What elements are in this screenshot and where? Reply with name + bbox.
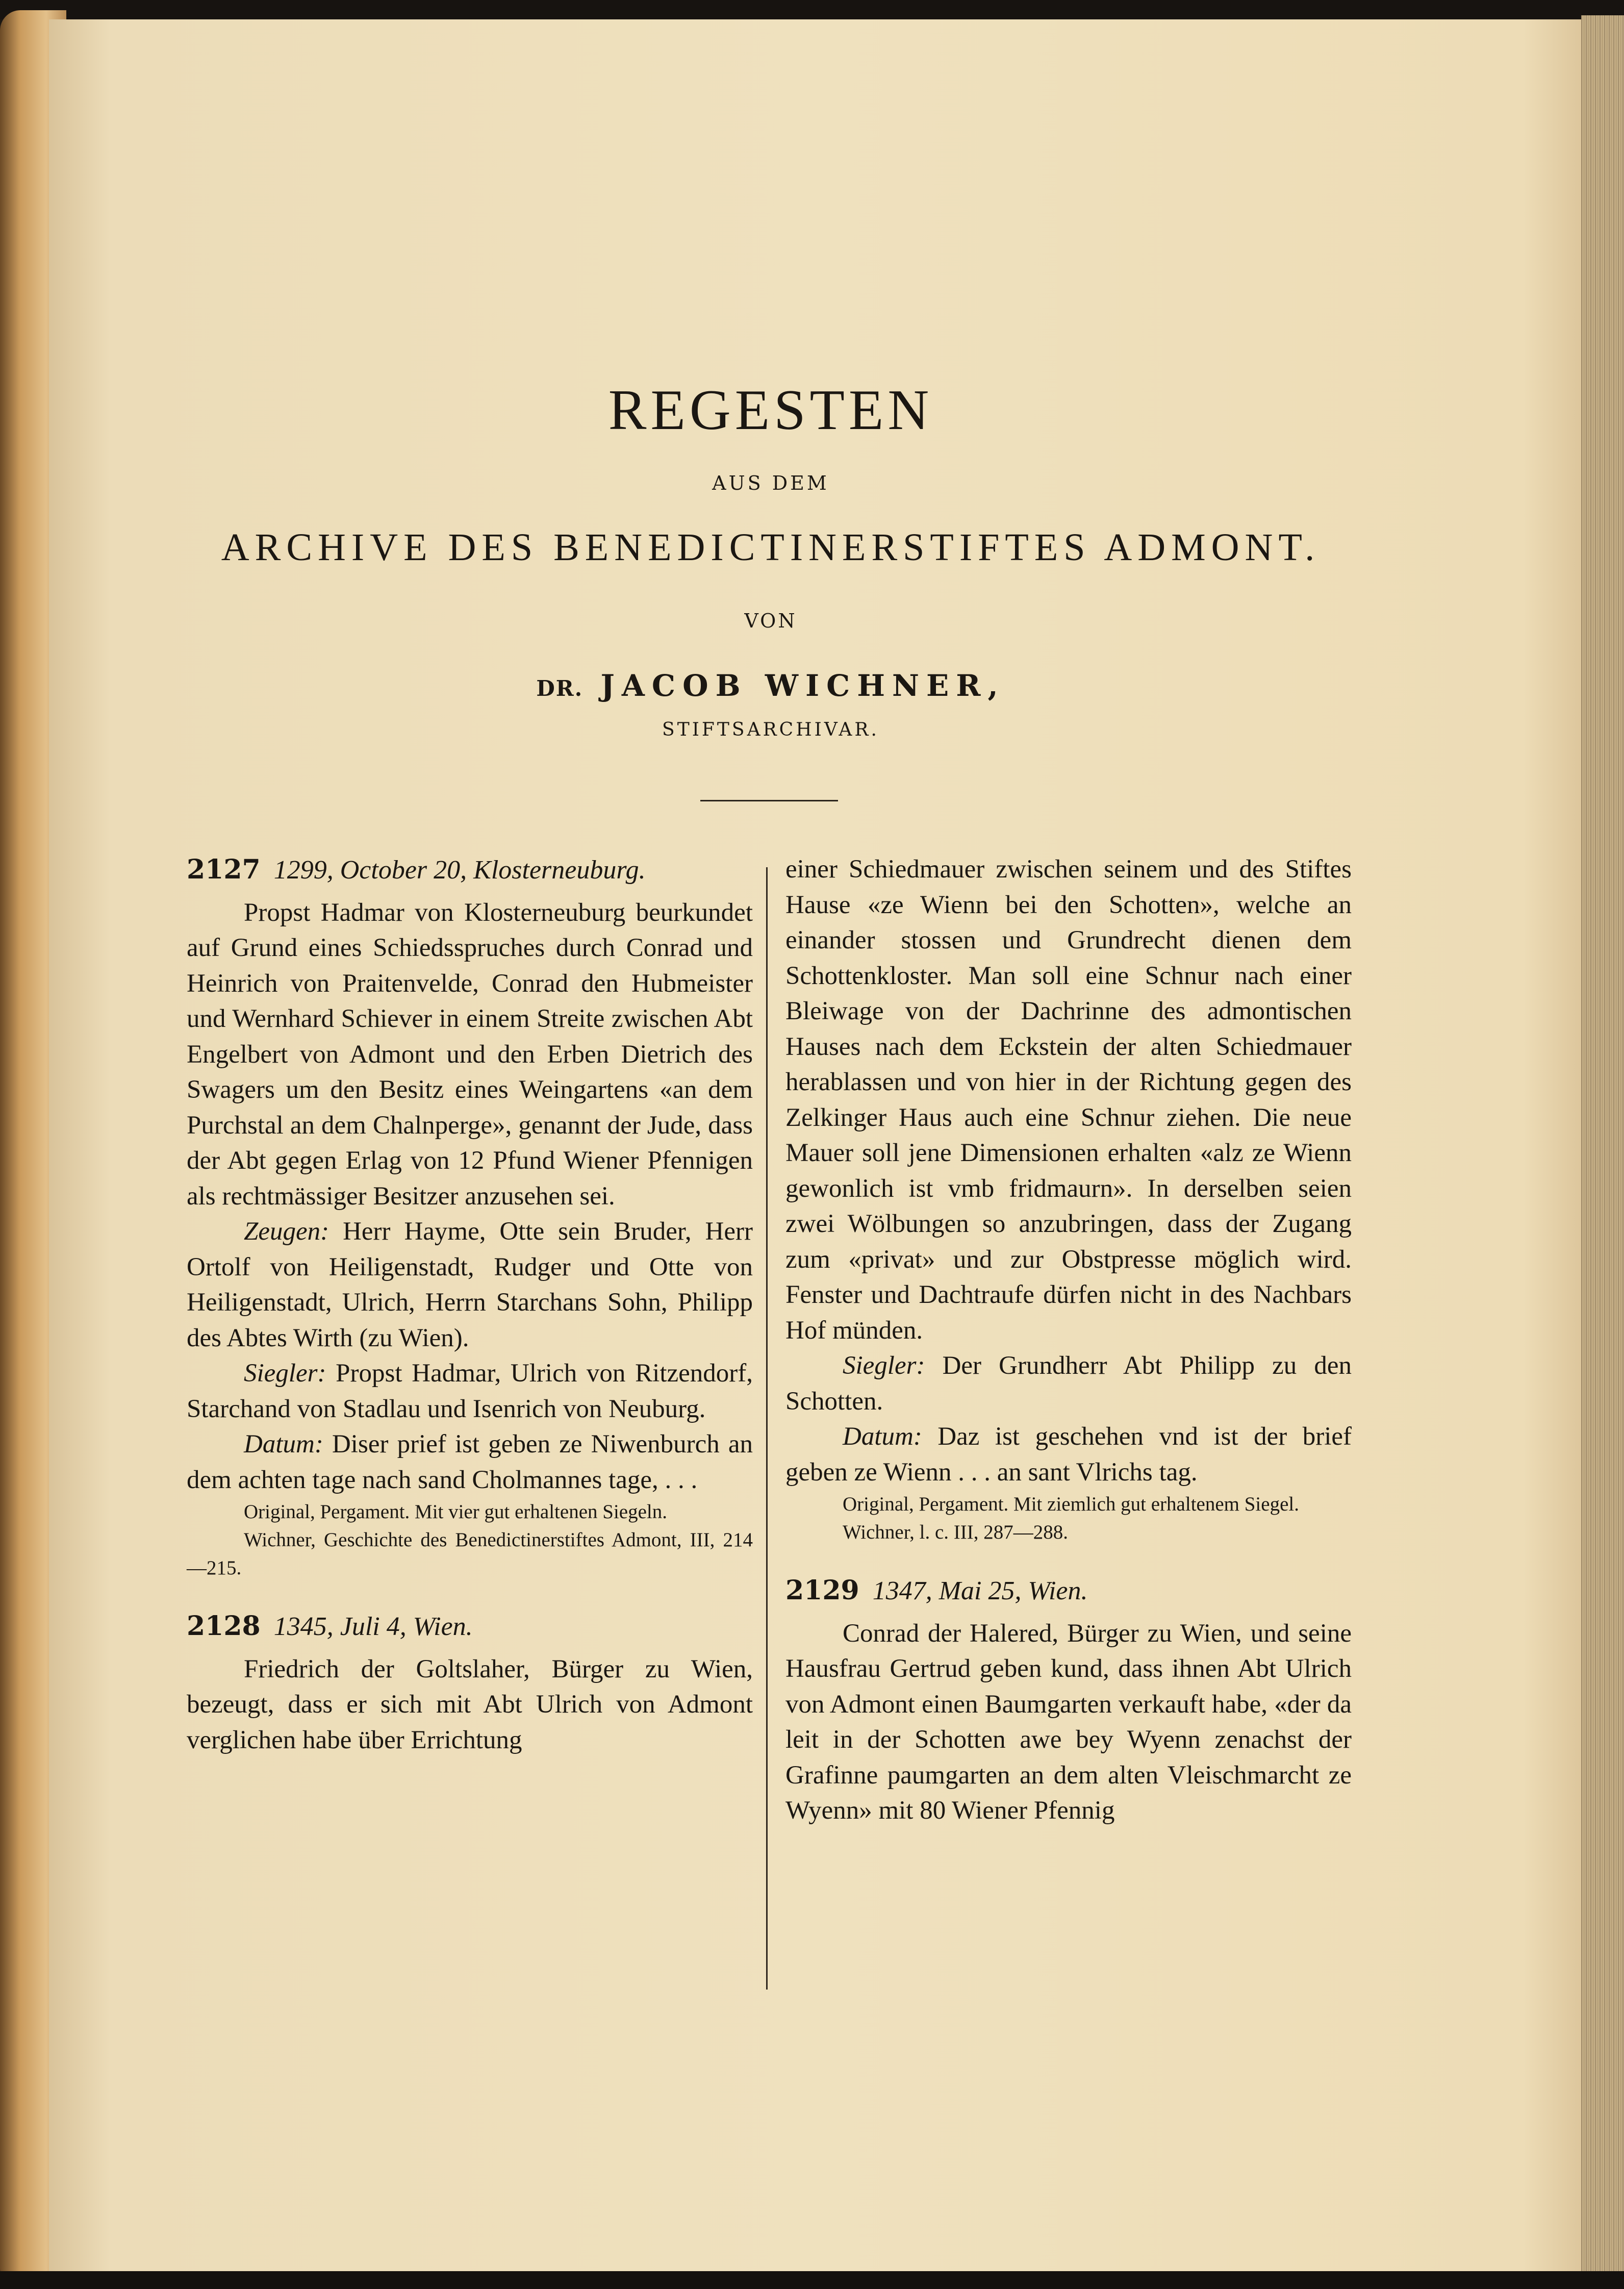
siegler-label: Siegler: <box>843 1351 925 1380</box>
main-title: REGESTEN <box>608 379 933 442</box>
column-divider <box>766 867 768 1990</box>
subtitle: AUS DEM <box>712 472 829 494</box>
entry-body-continued: einer Schiedmauer zwischen seinem und des Stiftes Hause «ze Wienn bei den Schotten», welche an einander stossen und Grundrecht dienen dem Schottenkloster. Man soll eine Schnur nach einer Bleiwage von der Dachrinne des admontischen Hauses nach dem Eckstein der alten Schiedmauer herablassen und von hier in der Richtung gegen des Zelkinger Haus auch eine Schnur ziehen. Die neue Mauer soll jene Dimensionen erhalten «alz ze Wienn gewonlich ist vmb fridmaurn». In derselben seien zwei Wölbungen so anzubringen, dass der Zugang zum «privat» und zur Obstpresse möglich wird. Fenster und Dachtraufe dürfen nicht in des Nachbars Hof münden. <box>785 855 1352 1345</box>
zeugen-text: Herr Hayme, Otte sein Bruder, Herr Ortolf von Heiligenstadt, Rudger und Otte von Heiligenstadt, Ulrich, Herrn Starchans Sohn, Philipp des Abtes Wirth (zu Wien). <box>187 1217 753 1352</box>
scan-bottom-border <box>0 2271 1624 2289</box>
left-column <box>187 852 753 1758</box>
zeugen-label: Zeugen: <box>244 1217 329 1246</box>
siegler-label: Siegler: <box>244 1359 326 1388</box>
entry-datum <box>187 1427 753 1498</box>
entry-datum <box>785 1419 1352 1490</box>
entry-body: Friedrich der Goltslaher, Bürger zu Wien, bezeugt, dass er sich mit Abt Ulrich von Admont verglichen habe über Errichtung <box>187 1654 753 1754</box>
source-note: Original, Pergament. Mit vier gut erhaltenen Siegeln. <box>244 1501 667 1523</box>
datum-label: Datum: <box>843 1422 922 1451</box>
entry-date: 1345, Juli 4, Wien. <box>273 1612 473 1641</box>
entry-seals <box>785 1348 1352 1419</box>
entry-heading <box>187 1608 753 1645</box>
author-prefix: DR. <box>536 676 583 701</box>
entry-number: 2128 <box>187 1611 261 1642</box>
reference-note: Wichner, Geschichte des Benedictinerstiftes Admont, III, 214—215. <box>187 1529 753 1579</box>
author-role: STIFTSARCHIVAR. <box>662 719 879 740</box>
entry-date: 1347, Mai 25, Wien. <box>872 1576 1088 1605</box>
datum-text: Diser prief ist geben ze Niwenburch an dem achten tage nach sand Cholmannes tage, . . . <box>187 1430 753 1494</box>
siegler-text: Propst Hadmar, Ulrich von Ritzendorf, Starchand von Stadlau und Isenrich von Neuburg. <box>187 1359 753 1423</box>
archive-heading: ARCHIVE DES BENEDICTINERSTIFTES ADMONT. <box>221 526 1321 569</box>
datum-label: Datum: <box>244 1430 323 1458</box>
right-column <box>785 852 1352 1829</box>
entry-body: Conrad der Halered, Bürger zu Wien, und seine Hausfrau Gertrud geben kund, dass ihnen Abt Ulrich von Admont einen Baumgarten verkauft habe, «der da leit in der Schotten awe bey Wyenn zenachst der Grafinne paumgarten an dem alten Vleischmarcht ze Wyenn» mit 80 Wiener Pfennig <box>785 1619 1352 1825</box>
entry-number: 2129 <box>785 1575 859 1606</box>
datum-text: Daz ist geschehen vnd ist der brief geben ze Wienn . . . an sant Vlrichs tag. <box>785 1422 1352 1487</box>
author-name: JACOB WICHNER, <box>600 668 1005 703</box>
entry-witnesses <box>187 1214 753 1356</box>
reference-note: Wichner, l. c. III, 287—288. <box>843 1521 1068 1543</box>
author-line <box>49 668 1492 703</box>
entry-body: Propst Hadmar von Klosterneuburg beurkundet auf Grund eines Schiedsspruches durch Conrad und Heinrich von Praitenvelde, Conrad den Hubmeister und Wernhard Schiever in einem Streite zwischen Abt Engelbert von Admont und den Erben Dietrich des Swagers um den Besitz eines Weingartens «an dem Purchstal an dem Chalnperge», genannt der Jude, dass der Abt gegen Erlag von 12 Pfund Wiener Pfennigen als rechtmässiger Besitzer anzusehen sei. <box>187 898 753 1211</box>
title-divider <box>700 800 838 801</box>
entry-heading <box>187 852 753 888</box>
entry-seals <box>187 1356 753 1427</box>
scan-top-border <box>0 0 1624 19</box>
entry-number: 2127 <box>187 854 261 885</box>
page-stack-edge <box>1581 15 1624 2275</box>
siegler-text: Der Grundherr Abt Philipp zu den Schotten. <box>785 1351 1352 1416</box>
entry-date: 1299, October 20, Klosterneuburg. <box>273 856 646 885</box>
source-note: Original, Pergament. Mit ziemlich gut erhaltenem Siegel. <box>843 1493 1299 1515</box>
von-label: VON <box>744 610 797 632</box>
entry-heading <box>785 1573 1352 1609</box>
